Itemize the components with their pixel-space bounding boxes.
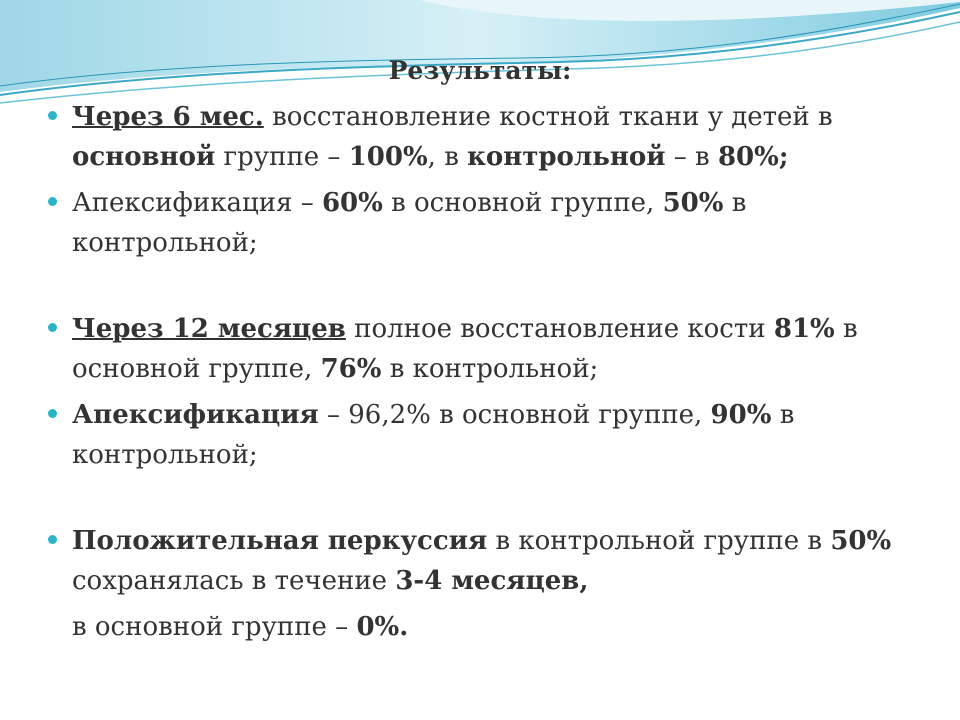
list-item: Через 6 мес. восстановление костной ткани у детей в основной группе – 100%, в контрольной – в 80%; [48,97,928,177]
list-item: Через 12 месяцев полное восстановление кости 81% в основной группе, 76% в контрольной; [48,309,928,389]
list-item: Апексификация – 96,2% в основной группе, 90% в контрольной; [48,395,928,475]
list-item: Апексификация – 60% в основной группе, 50% в контрольной; [48,183,928,263]
list-item: Положительная перкуссия в контрольной группе в 50% сохранялась в течение 3-4 месяцев, [48,521,928,601]
bullet-icon [48,323,57,332]
list-item-continuation: в основной группе – 0%. [72,612,409,642]
header-wave-decoration [0,0,960,110]
slide-title: Результаты: [388,56,572,85]
bullet-icon [48,197,57,206]
bullet-icon [48,111,57,120]
results-list [48,97,928,647]
bullet-icon [48,535,57,544]
bullet-icon [48,409,57,418]
